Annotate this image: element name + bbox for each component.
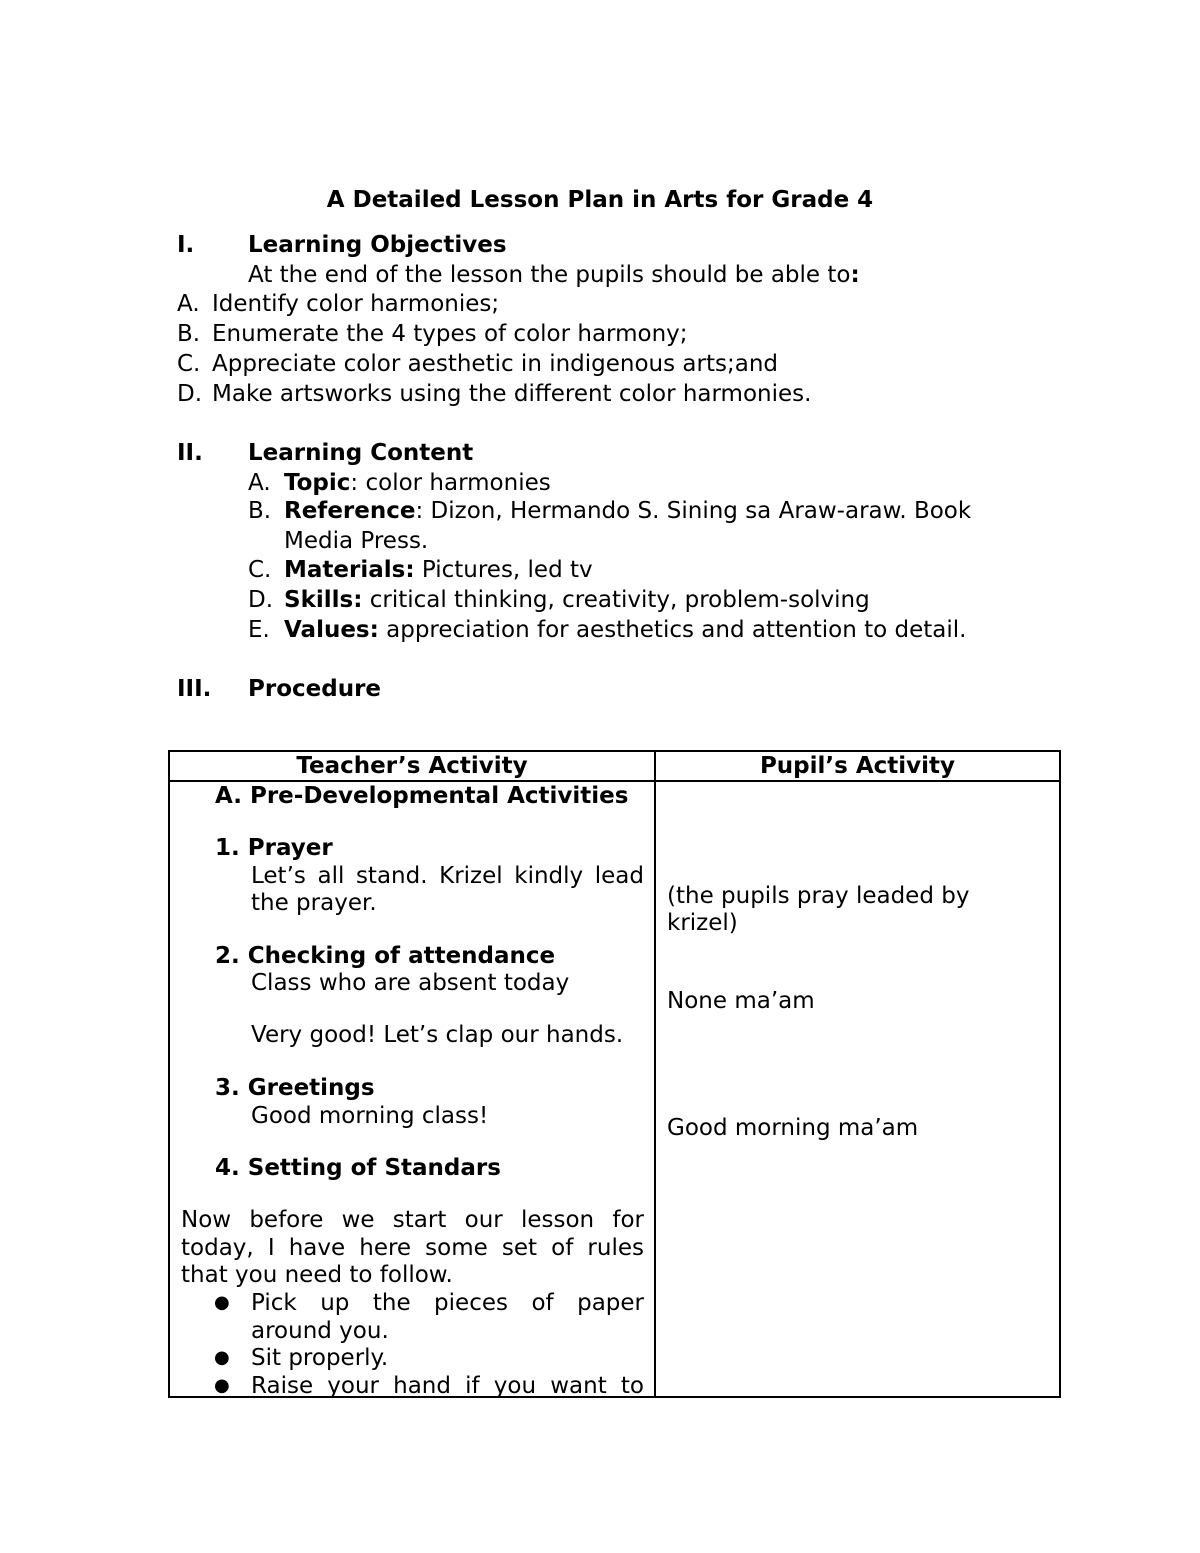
content-label: Skills:: [284, 587, 363, 613]
rule-item-continued: around you.: [251, 1318, 389, 1344]
content-item-values: [284, 616, 966, 644]
objective-text: Appreciate color aesthetic in indigenous arts;and: [212, 351, 779, 377]
rule-item: Raise your hand if you want to: [251, 1373, 644, 1399]
attendance-line: Class who are absent today: [251, 970, 570, 996]
content-label: Materials:: [284, 557, 415, 583]
teacher-activity-cell: [169, 781, 655, 1397]
content-label: Reference: [284, 498, 416, 524]
content-sep: :: [350, 470, 359, 496]
objective-letter: C.: [177, 351, 201, 377]
section-1-heading: Learning Objectives: [248, 232, 507, 258]
table-header-row: [169, 751, 1060, 781]
header-teacher-label: Teacher’s Activity: [296, 753, 528, 779]
rule-item: Pick up the pieces of paper: [251, 1290, 644, 1316]
objective-text: Identify color harmonies;: [212, 291, 500, 317]
content-sep: :: [415, 498, 424, 524]
pupil-attendance-response: None ma’am: [667, 988, 815, 1014]
objectives-intro-text: At the end of the lesson the pupils should be able to: [248, 262, 851, 288]
objective-letter: A.: [177, 291, 200, 317]
content-text: Dizon, Hermando S. Sining sa Araw-araw. Book: [423, 498, 972, 524]
content-label: Topic: [284, 470, 351, 496]
section-2-heading: Learning Content: [248, 440, 474, 466]
prayer-line: the prayer.: [251, 890, 377, 916]
prayer-title: 1. Prayer: [215, 835, 333, 861]
objectives-intro-colon: :: [850, 262, 860, 288]
content-letter: C.: [248, 557, 272, 583]
objective-letter: D.: [177, 381, 203, 407]
pupil-prayer-line: krizel): [667, 910, 738, 936]
content-text: color harmonies: [358, 470, 551, 496]
bullet-icon: ●: [214, 1347, 230, 1368]
header-pupil-label: Pupil’s Activity: [759, 753, 956, 779]
attendance-title: 2. Checking of attendance: [215, 943, 556, 969]
content-item-materials: [284, 556, 593, 584]
content-text: critical thinking, creativity, problem-solving: [362, 587, 870, 613]
procedure-table: [168, 750, 1061, 1398]
content-item-topic: [284, 469, 551, 497]
pupil-greetings-response: Good morning ma’am: [667, 1115, 919, 1141]
greetings-title: 3. Greetings: [215, 1075, 375, 1101]
rules-line: that you need to follow.: [181, 1262, 453, 1288]
content-text-continued: Media Press.: [284, 528, 429, 554]
section-1-numeral: I.: [177, 232, 195, 258]
content-letter: D.: [248, 587, 274, 613]
header-pupil-activity: [655, 751, 1060, 781]
content-text: Pictures, led tv: [414, 557, 593, 583]
section-2-numeral: II.: [177, 440, 203, 466]
objective-text: Enumerate the 4 types of color harmony;: [212, 321, 688, 347]
pupil-activity-cell: [655, 781, 1060, 1397]
table-row: [169, 781, 1060, 1397]
prayer-line: Let’s all stand. Krizel kindly lead: [251, 863, 644, 889]
standards-title: 4. Setting of Standars: [215, 1155, 501, 1181]
content-item-reference: [284, 497, 971, 525]
content-item-skills: [284, 586, 870, 614]
rules-line: today, I have here some set of rules: [181, 1235, 644, 1261]
part-a-heading: A. Pre-Developmental Activities: [215, 783, 629, 809]
bullet-icon: ●: [214, 1292, 230, 1313]
rules-line: Now before we start our lesson for: [181, 1207, 644, 1233]
document-title: A Detailed Lesson Plan in Arts for Grade 4: [326, 187, 874, 213]
section-3-numeral: III.: [177, 676, 212, 702]
objectives-intro: [248, 261, 860, 289]
content-label: Values:: [284, 617, 379, 643]
greetings-line: Good morning class!: [251, 1103, 489, 1129]
section-3-heading: Procedure: [248, 676, 382, 702]
content-text: appreciation for aesthetics and attention to detail.: [378, 617, 967, 643]
pupil-prayer-line: (the pupils pray leaded by: [667, 883, 970, 909]
content-letter: A.: [248, 470, 271, 496]
header-teacher-activity: [169, 751, 655, 781]
content-letter: E.: [248, 617, 270, 643]
rule-item: Sit properly.: [251, 1345, 389, 1371]
objective-text: Make artsworks using the different color harmonies.: [212, 381, 812, 407]
objective-letter: B.: [177, 321, 201, 347]
clap-line: Very good! Let’s clap our hands.: [251, 1022, 624, 1048]
bullet-icon: ●: [214, 1375, 230, 1396]
content-letter: B.: [248, 498, 272, 524]
